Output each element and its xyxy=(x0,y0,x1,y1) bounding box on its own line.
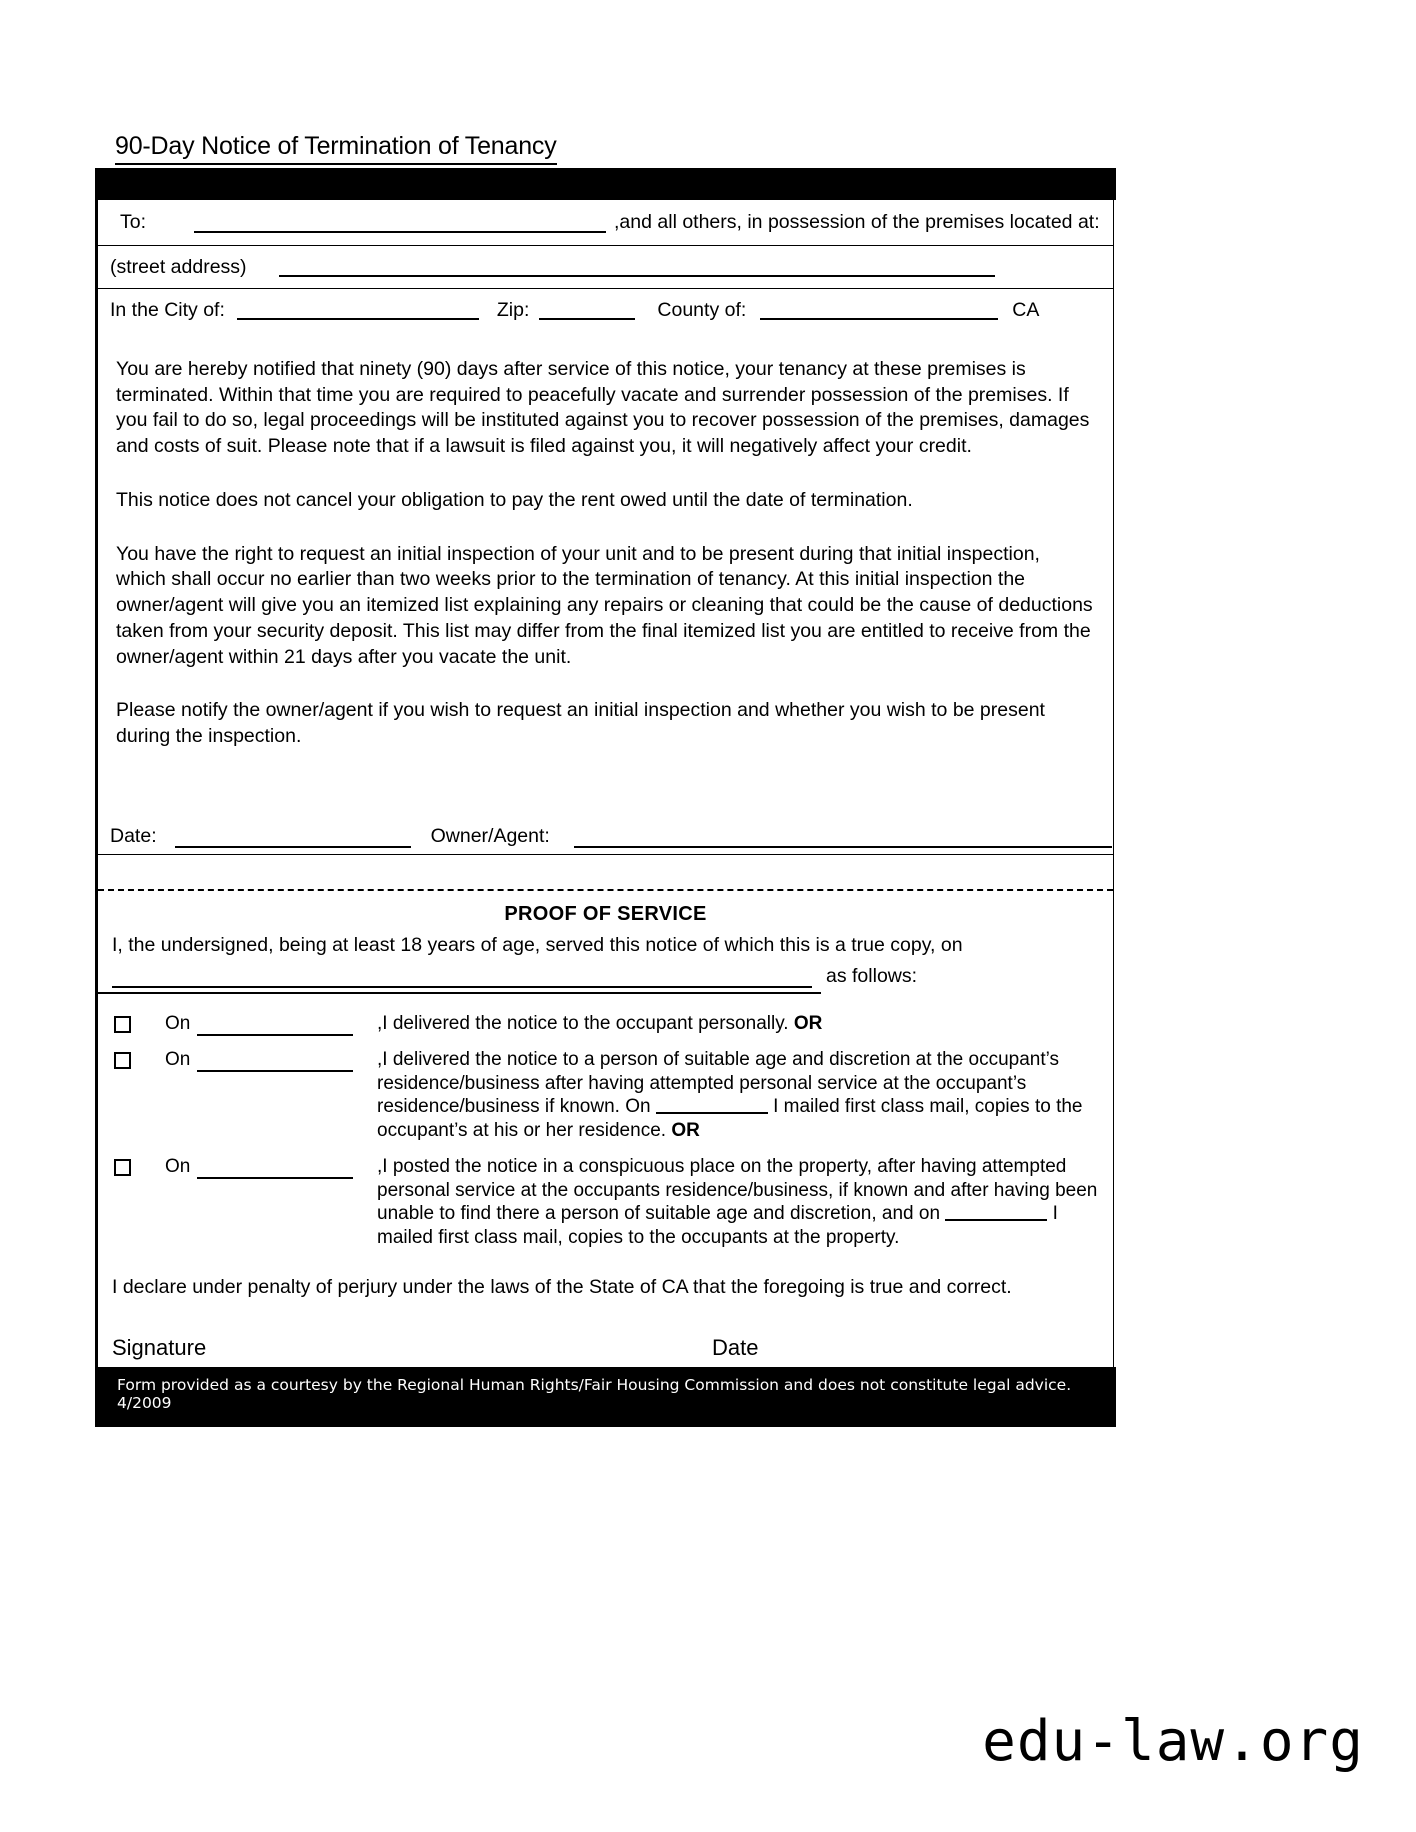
on-label: On xyxy=(165,1155,191,1177)
owner-agent-input-line[interactable] xyxy=(574,828,1112,848)
perjury-declaration: I declare under penalty of perjury under the laws of the State of CA that the foregoing is true and correct. xyxy=(112,1275,1012,1298)
date-input-line[interactable] xyxy=(175,828,411,848)
mail-date-input-line[interactable] xyxy=(945,1204,1047,1221)
county-input-line[interactable] xyxy=(760,300,998,320)
checkbox-icon[interactable] xyxy=(114,1052,131,1069)
on-label: On xyxy=(165,1012,191,1034)
proof-of-service-title: PROOF OF SERVICE xyxy=(504,902,707,925)
on-label: On xyxy=(165,1048,191,1070)
service-option-substituted[interactable] xyxy=(112,1048,1099,1143)
zip-input-line[interactable] xyxy=(539,300,635,320)
city-input-line[interactable] xyxy=(237,300,479,320)
service-date-input-line[interactable] xyxy=(197,1157,353,1179)
service-option-text xyxy=(373,1048,1099,1143)
service-option-text xyxy=(373,1012,1099,1036)
state-label: CA xyxy=(1012,298,1040,321)
served-on-row xyxy=(98,957,1113,988)
service-option-text-part-1: ,I posted the notice in a conspicuous place on the property, after having attempted personal service at the occupants residence/business, if known and after having been unable to find there a person of suitable age and discretion, and on xyxy=(377,1155,1098,1225)
server-signature-row xyxy=(98,1299,1113,1367)
county-label: County of: xyxy=(657,298,747,321)
service-date-input-line[interactable] xyxy=(197,1050,353,1072)
paragraph-termination: You are hereby notified that ninety (90) days after service of this notice, your tenancy at these premises is terminated. Within that time you are required to peacefully vacate and surrender possession of the premises. If you fail to do so, legal proceedings will be instituted against you to recover possession of the premises, damages and costs of suit. Please note that if a lawsuit is filed against you, it will negatively affect your credit. xyxy=(116,358,1090,458)
to-input-line[interactable] xyxy=(194,213,606,233)
or-label: OR xyxy=(793,1012,823,1034)
recipient-row xyxy=(98,200,1113,246)
checkbox-icon[interactable] xyxy=(114,1016,131,1033)
service-date-input-line[interactable] xyxy=(197,1014,353,1036)
page-title: 90-Day Notice of Termination of Tenancy xyxy=(115,132,557,165)
to-trailing-text: ,and all others, in possession of the premises located at: xyxy=(614,211,1100,233)
site-watermark: edu-law.org xyxy=(982,1709,1364,1774)
street-address-row xyxy=(98,246,1113,289)
mail-date-input-line[interactable] xyxy=(656,1097,768,1114)
service-option-text-part-2: I mailed first class mail, copies to the occupants at the property. xyxy=(377,1203,1058,1249)
checkbox-icon[interactable] xyxy=(114,1159,131,1176)
zip-label: Zip: xyxy=(496,298,530,321)
to-label: To: xyxy=(120,211,147,233)
form-body xyxy=(95,200,1114,1367)
paragraph-notify-owner: Please notify the owner/agent if you wish to request an initial inspection and whether you wish to be present during the inspection. xyxy=(116,699,1045,748)
proof-of-service-intro: I, the undersigned, being at least 18 years of age, served this notice of which this is a true copy, on xyxy=(112,933,963,956)
signature-label: Signature xyxy=(112,1334,207,1360)
body-paragraphs xyxy=(98,331,1113,754)
served-on-input-line[interactable] xyxy=(112,968,812,988)
separator-gap xyxy=(98,855,1113,889)
street-address-label: (street address) xyxy=(110,255,247,278)
service-method-list xyxy=(98,994,1113,1250)
paragraph-initial-inspection: You have the right to request an initial inspection of your unit and to be present during that initial inspection, which shall occur no earlier than two weeks prior to the termination of tenancy. At this initial inspection the owner/agent will give you an itemized list explaining any repairs or cleaning that could be the cause of deductions taken from your security deposit. This list may differ from the final itemized list you are entitled to receive from the owner/agent within 21 days after you vacate the unit. xyxy=(116,542,1093,668)
paragraph-rent-obligation: This notice does not cancel your obligation to pay the rent owed until the date of termination. xyxy=(116,488,913,511)
date-label: Date: xyxy=(110,824,157,847)
service-option-personal[interactable] xyxy=(112,1012,1099,1036)
as-follows-label: as follows: xyxy=(826,964,918,987)
service-option-text-part-1: ,I delivered the notice to the occupant personally. xyxy=(377,1012,789,1034)
city-zip-county-row xyxy=(98,289,1113,331)
or-label: OR xyxy=(671,1120,700,1142)
footer-disclaimer-text: Form provided as a courtesy by the Regional Human Rights/Fair Housing Commission and does not constitute legal advice. 4/2009 xyxy=(117,1376,1072,1412)
street-address-input-line[interactable] xyxy=(279,257,995,277)
owner-signature-row xyxy=(98,788,1113,855)
service-option-text xyxy=(373,1155,1099,1250)
service-option-text-part-1: ,I delivered the notice to a person of suitable age and discretion at the occupant’s residence/business after having attempted personal service at the occupant’s residence/business if known. On xyxy=(377,1048,1059,1118)
city-label: In the City of: xyxy=(110,298,225,321)
header-black-band xyxy=(95,168,1116,200)
owner-agent-label: Owner/Agent: xyxy=(430,824,550,847)
signature-date-label: Date xyxy=(712,1334,759,1360)
footer-disclaimer-band xyxy=(95,1367,1116,1427)
service-option-posted[interactable] xyxy=(112,1155,1099,1250)
service-option-text-part-2: I mailed first class mail, copies to the occupant’s at his or her residence. xyxy=(377,1096,1083,1142)
